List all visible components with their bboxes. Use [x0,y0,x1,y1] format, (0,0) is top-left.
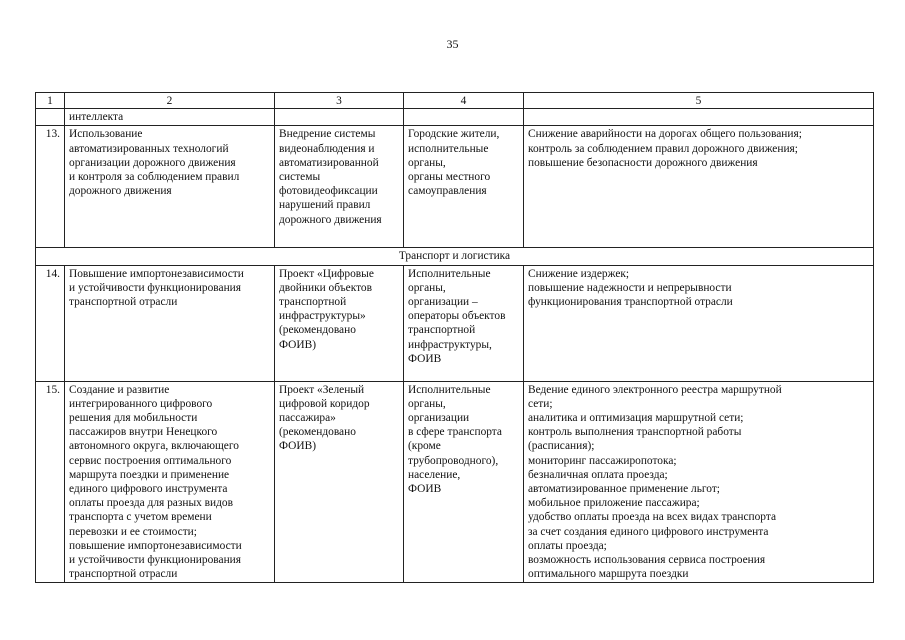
row-effects: Ведение единого электронного реестра маршрутной сети; аналитика и оптимизация маршрутной сети; контроль выполнения транспортной работы (расписания); мониторинг пассажиропотока; безналичная оплата проезда; автоматизированное применение льгот; мобильное приложение пассажира; удобство оплаты проезда на всех видах транспорта за счет создания единого цифрового инструмента оплаты проезда; возможность использования сервиса построения оптимального маршрута поездки [524,381,874,583]
table-header-row [36,93,874,109]
row-effects: Снижение аварийности на дорогах общего пользования; контроль за соблюдением правил дорожного движения; повышение безопасности дорожного движения [524,126,874,248]
continuation-text-cell: интеллекта [65,109,275,126]
row-participants: Исполнительные органы, организации – операторы объектов транспортной инфраструктуры, ФОИВ [404,265,524,381]
row-participants: Исполнительные органы, организации в сфере транспорта (кроме трубопроводного), население, ФОИВ [404,381,524,583]
continuation-row [36,109,874,126]
row-project: Проект «Цифровые двойники объектов транспортной инфраструктуры» (рекомендовано ФОИВ) [275,265,404,381]
row-measure: Повышение импортонезависимости и устойчивости функционирования транспортной отрасли [65,265,275,381]
row-measure: Использование автоматизированных технологий организации дорожного движения и контроля за соблюдением правил дорожного движения [65,126,275,248]
section-row [36,248,874,265]
table-row [36,265,874,381]
header-cell-1: 1 [36,93,65,109]
header-cell-2: 2 [65,93,275,109]
document-table [35,92,874,583]
continuation-empty-cell [524,109,874,126]
continuation-empty-cell [275,109,404,126]
row-measure: Создание и развитие интегрированного цифрового решения для мобильности пассажиров внутри Ненецкого автономного округа, включающего сервис построения оптимального маршрута поездки и применение единого цифрового инструмента оплаты проезда для разных видов транспорта с учетом времени перевозки и ее стоимости; повышение импортонезависимости и устойчивости функционирования транспортной отрасли [65,381,275,583]
table-row [36,381,874,583]
continuation-empty-cell [404,109,524,126]
row-number: 13. [36,126,65,248]
row-number: 14. [36,265,65,381]
header-cell-5: 5 [524,93,874,109]
row-number: 15. [36,381,65,583]
table-row [36,126,874,248]
row-project: Проект «Зеленый цифровой коридор пассажира» (рекомендовано ФОИВ) [275,381,404,583]
header-cell-4: 4 [404,93,524,109]
continuation-num-cell [36,109,65,126]
row-project: Внедрение системы видеонаблюдения и автоматизированной системы фотовидеофиксации нарушений правил дорожного движения [275,126,404,248]
page-number: 35 [446,37,459,51]
section-title: Транспорт и логистика [36,248,874,265]
header-cell-3: 3 [275,93,404,109]
row-effects: Снижение издержек; повышение надежности и непрерывности функционирования транспортной отрасли [524,265,874,381]
row-participants: Городские жители, исполнительные органы, органы местного самоуправления [404,126,524,248]
